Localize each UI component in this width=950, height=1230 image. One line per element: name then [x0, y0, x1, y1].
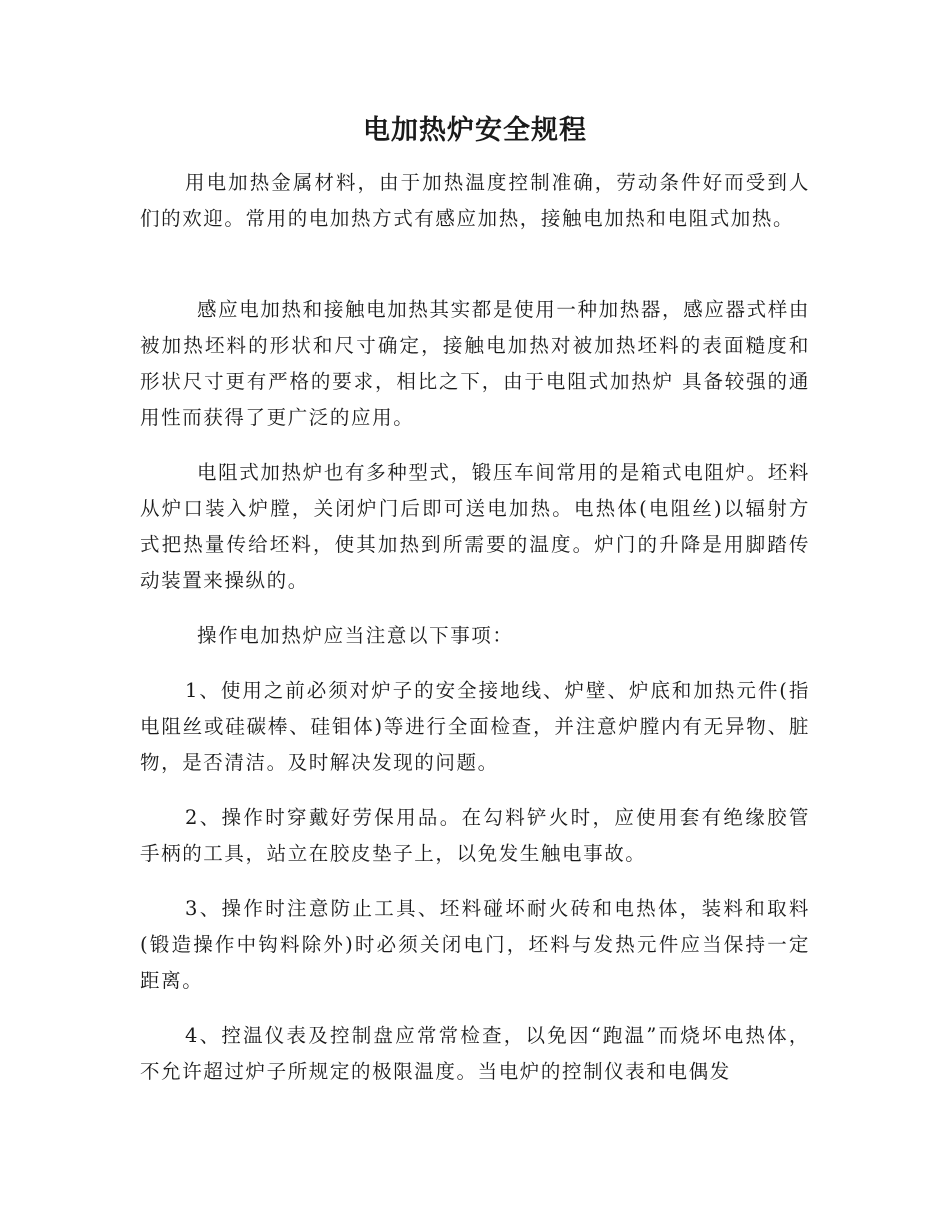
paragraph-intro: 用电加热金属材料，由于加热温度控制准确，劳动条件好而受到人们的欢迎。常用的电加热方式有感应加热，接触电加热和电阻式加热。 — [140, 171, 810, 230]
list-item-4: 4、控温仪表及控制盘应常常检查，以免因“跑温”而烧坏电热体，不允许超过炉子所规定的极限温度。当电炉的控制仪表和电偶发 — [140, 1024, 810, 1083]
list-item-2: 2、操作时穿戴好劳保用品。在勾料铲火时，应使用套有绝缘胶管手柄的工具，站立在胶皮垫子上，以免发生触电事故。 — [140, 806, 810, 865]
list-item-3: 3、操作时注意防止工具、坯料碰坏耐火砖和电热体，装料和取料(锻造操作中钩料除外)时必须关闭电门，坯料与发热元件应当保持一定距离。 — [140, 897, 810, 992]
list-item-1: 1、使用之前必须对炉子的安全接地线、炉壁、炉底和加热元件(指电阻丝或硅碳棒、硅钼体)等进行全面检查，并注意炉膛内有无异物、脏物，是否清洁。及时解决发现的问题。 — [140, 679, 810, 774]
document-title: 电加热炉安全规程 — [363, 115, 587, 146]
paragraph-resistance-furnace: 电阻式加热炉也有多种型式，锻压车间常用的是箱式电阻炉。坯料从炉口装入炉膛，关闭炉门后即可送电加热。电热体(电阻丝)以辐射方式把热量传给坯料，使其加热到所需要的温度。炉门的升降是用脚踏传动装置来操纵的。 — [140, 461, 810, 592]
paragraph-induction-heating: 感应电加热和接触电加热其实都是使用一种加热器，感应器式样由被加热坯料的形状和尺寸确定，接触电加热对被加热坯料的表面糙度和形状尺寸更有严格的要求，相比之下，由于电阻式加热炉 具备较强的通用性而获得了更广泛的应用。 — [140, 298, 810, 429]
paragraph-precautions-heading: 操作电加热炉应当注意以下事项： — [197, 624, 514, 647]
